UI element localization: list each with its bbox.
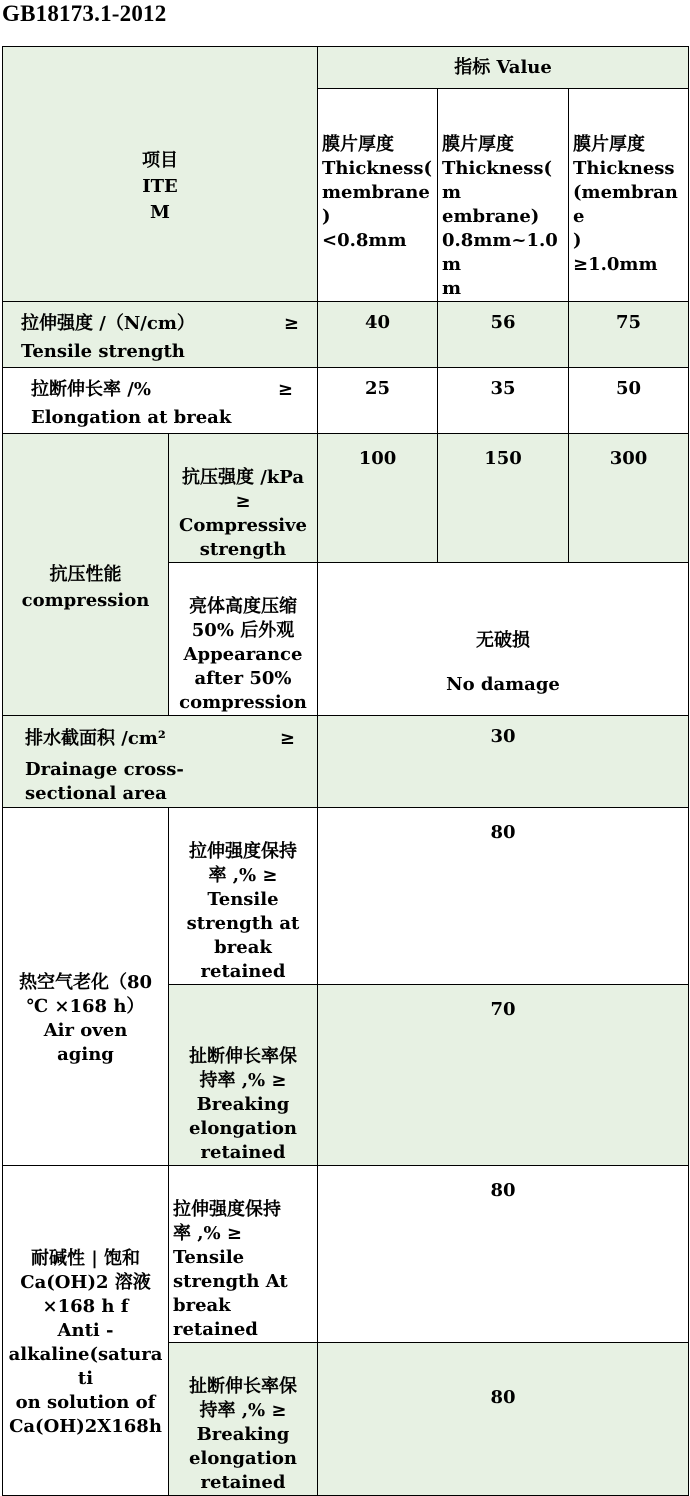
standard-code-title: GB18173.1-2012 [2, 1, 167, 26]
alkali-tensile-retained-label: 拉伸强度保持 率 ,% ≥ Tensile strength At break retained [173, 1199, 288, 1340]
tensile-value-medium: 56 [438, 302, 569, 368]
thickness-column-thick [569, 89, 689, 302]
tensile-strength-ge-sign: ≥ [283, 313, 299, 334]
alkali-group-cell [3, 1166, 169, 1496]
tensile-value-thin: 40 [318, 302, 438, 368]
elongation-value-thin: 25 [318, 368, 438, 434]
air-oven-tensile-value: 80 [318, 808, 689, 985]
item-header-cell [3, 47, 318, 302]
compressive-value-medium: 150 [438, 434, 569, 563]
tensile-strength-label-cn: 拉伸强度 /（N/cm） [21, 313, 195, 334]
compressive-strength-label-cell [169, 434, 318, 563]
alkali-group-label: 耐碱性 | 饱和 Ca(OH)2 溶液 ×168 h f Anti - alkaline(saturati on solution of Ca(OH)2X168h [8, 1247, 163, 1437]
elongation-label-en: Elongation at break [31, 407, 232, 428]
compression-group-cell [3, 434, 169, 716]
drainage-label-en: Drainage cross- sectional area [25, 759, 184, 804]
compressive-value-thin: 100 [318, 434, 438, 563]
drainage-label-cn: 排水截面积 /cm² [25, 728, 166, 749]
alkali-elongation-label-cell [169, 1343, 318, 1496]
elongation-value-medium: 35 [438, 368, 569, 434]
thickness-column-thin [318, 89, 438, 302]
tensile-value-thick: 75 [569, 302, 689, 368]
item-header-label: 项目 ITE M [142, 150, 178, 223]
thickness-thin-label: 膜片厚度 Thickness( membrane) <0.8mm [322, 134, 433, 251]
thickness-medium-label: 膜片厚度 Thickness(m embrane) 0.8mm~1.0m m [442, 134, 558, 299]
tensile-strength-label-en: Tensile strength [21, 341, 185, 362]
appearance-after-compression-value: 无破损 No damage [446, 630, 560, 695]
appearance-value-cell [318, 563, 689, 716]
thickness-column-medium [438, 89, 569, 302]
air-oven-tensile-retained-label: 拉伸强度保持 率 ,% ≥ Tensile strength at break retained [186, 841, 300, 982]
thickness-thick-label: 膜片厚度 Thickness (membrane ) ≥1.0mm [573, 134, 678, 275]
elongation-value-thick: 50 [569, 368, 689, 434]
value-header-cell [318, 47, 689, 89]
compression-group-label: 抗压性能 compression [21, 563, 150, 611]
value-header-label: 指标 Value [454, 56, 552, 78]
air-oven-group-cell [3, 808, 169, 1166]
compressive-strength-label: 抗压强度 /kPa ≥ Compressive strength [179, 467, 307, 560]
appearance-label-cell [169, 563, 318, 716]
air-oven-elongation-label-cell [169, 985, 318, 1166]
drainage-ge-sign: ≥ [279, 728, 295, 749]
air-oven-elongation-retained-label: 扯断伸长率保 持率 ,% ≥ Breaking elongation retained [189, 1046, 297, 1163]
elongation-label-cell [3, 368, 318, 434]
drainage-label-cell [3, 716, 318, 808]
alkali-elongation-retained-label: 扯断伸长率保 持率 ,% ≥ Breaking elongation retained [189, 1376, 297, 1493]
drainage-value: 30 [318, 716, 689, 808]
alkali-tensile-value: 80 [318, 1166, 689, 1343]
compressive-value-thick: 300 [569, 434, 689, 563]
elongation-label-cn: 拉断伸长率 /% [31, 379, 151, 400]
air-oven-group-label: 热空气老化（80 ℃ ×168 h） Air oven aging [18, 971, 153, 1065]
air-oven-elongation-value: 70 [318, 985, 689, 1166]
tensile-strength-label-cell [3, 302, 318, 368]
alkali-tensile-label-cell [169, 1166, 318, 1343]
air-oven-tensile-label-cell [169, 808, 318, 985]
specification-table [2, 46, 689, 1496]
appearance-after-compression-label: 亮体高度压缩 50% 后外观 Appearance after 50% compression [179, 596, 307, 713]
elongation-ge-sign: ≥ [277, 379, 293, 400]
alkali-elongation-value: 80 [318, 1343, 689, 1496]
